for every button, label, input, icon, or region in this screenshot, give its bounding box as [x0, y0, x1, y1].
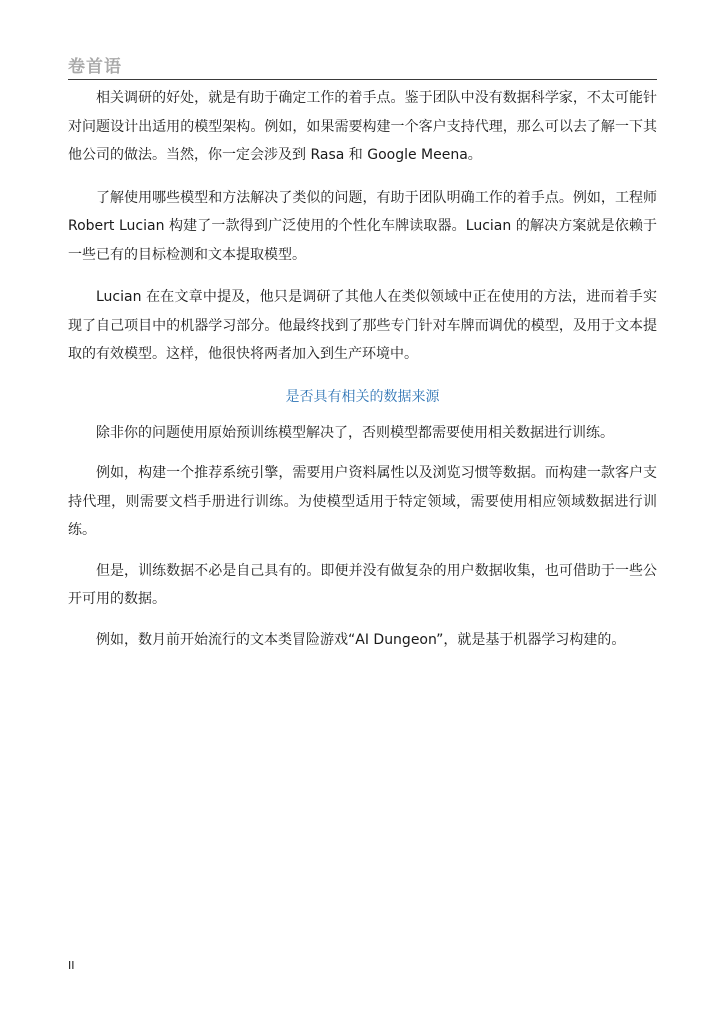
page-body	[68, 84, 657, 666]
section-heading: 是否具有相关的数据来源	[285, 388, 440, 405]
body-paragraph: 除非你的问题使用原始预训练模型解决了，否则模型都需要使用相关数据进行训练。	[96, 424, 614, 441]
body-paragraph: 相关调研的好处，就是有助于确定工作的着手点。鉴于团队中没有数据科学家，不太可能针对问题设计出适用的模型架构。例如，如果需要构建一个客户支持代理，那么可以去了解一下其他公司的做法。当然，你一定会涉及到 Rasa 和 Google Meena。	[68, 90, 657, 163]
body-paragraph: 例如，构建一个推荐系统引擎，需要用户资料属性以及浏览习惯等数据。而构建一款客户支持代理，则需要文档手册进行训练。为使模型适用于特定领域，需要使用相应领域数据进行训练。	[68, 465, 657, 538]
body-paragraph: 例如，数月前开始流行的文本类冒险游戏“AI Dungeon”，就是基于机器学习构建的。	[96, 631, 626, 648]
page-number: II	[68, 959, 75, 972]
header-divider	[68, 79, 657, 80]
body-paragraph: 了解使用哪些模型和方法解决了类似的问题，有助于团队明确工作的着手点。例如，工程师 Robert Lucian 构建了一款得到广泛使用的个性化车牌读取器。Lucian 的解决方案就是依赖于一些已有的目标检测和文本提取模型。	[68, 189, 657, 263]
running-header-title: 卷首语	[68, 57, 122, 77]
body-paragraph: Lucian 在在文章中提及，他只是调研了其他人在类似领域中正在使用的方法，进而着手实现了自己项目中的机器学习部分。他最终找到了那些专门针对车牌而调优的模型，及用于文本提取的有效模型。这样，他很快将两者加入到生产环境中。	[68, 289, 657, 362]
body-paragraph: 但是，训练数据不必是自己具有的。即便并没有做复杂的用户数据收集，也可借助于一些公开可用的数据。	[68, 562, 657, 607]
